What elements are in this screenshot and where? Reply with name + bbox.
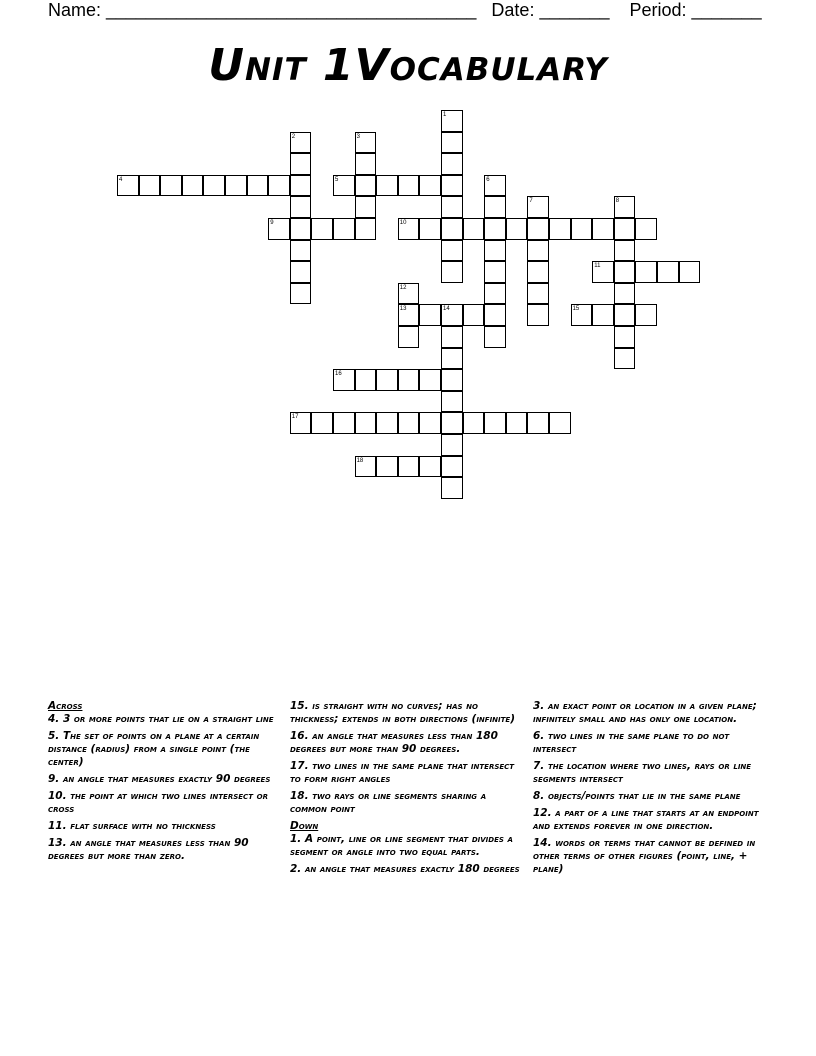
crossword-cell[interactable] <box>441 218 463 240</box>
clue-text: 18. two rays or line segments sharing a common point <box>290 790 487 815</box>
crossword-cell[interactable] <box>290 196 312 218</box>
clue-text: 14. words or terms that cannot be defined in other terms of other figures (point, line, + plane) <box>533 837 756 875</box>
crossword-cell[interactable] <box>592 261 614 283</box>
across-heading: Across <box>48 700 83 712</box>
crossword-cell[interactable] <box>290 261 312 283</box>
crossword-cell[interactable] <box>484 240 506 262</box>
crossword-cell[interactable] <box>441 456 463 478</box>
clues-column-2 <box>290 700 526 880</box>
crossword-cell[interactable] <box>614 304 636 326</box>
crossword-cell[interactable] <box>398 283 420 305</box>
clue-text: 9. an angle that measures exactly 90 degrees <box>48 773 271 785</box>
crossword-cell[interactable] <box>311 218 333 240</box>
crossword-grid <box>0 0 816 520</box>
crossword-cell[interactable] <box>441 391 463 413</box>
crossword-cell[interactable] <box>441 369 463 391</box>
clues-column-1 <box>48 700 280 867</box>
clue-number: 3 <box>356 133 360 140</box>
clue-number: 4 <box>119 176 123 183</box>
clue-number: 1 <box>443 112 447 118</box>
crossword-cell[interactable] <box>355 196 377 218</box>
crossword-cell[interactable] <box>441 304 463 326</box>
crossword-cell[interactable] <box>290 412 312 434</box>
crossword-cell[interactable] <box>355 456 377 478</box>
crossword-cell[interactable] <box>376 412 398 434</box>
crossword-cell[interactable] <box>592 304 614 326</box>
crossword-cell[interactable] <box>355 412 377 434</box>
clue-text: 6. two lines in the same plane to do not intersect <box>533 730 730 755</box>
crossword-cell[interactable] <box>247 175 269 197</box>
crossword-cell[interactable] <box>549 412 571 434</box>
crossword-cell[interactable] <box>311 412 333 434</box>
crossword-cell[interactable] <box>441 434 463 456</box>
crossword-cell[interactable] <box>441 110 463 132</box>
crossword-cell[interactable] <box>635 218 657 240</box>
crossword-cell[interactable] <box>355 132 377 154</box>
crossword-cell[interactable] <box>484 304 506 326</box>
crossword-cell[interactable] <box>441 240 463 262</box>
crossword-cell[interactable] <box>571 304 593 326</box>
crossword-cell[interactable] <box>419 218 441 240</box>
crossword-cell[interactable] <box>139 175 161 197</box>
crossword-cell[interactable] <box>376 175 398 197</box>
clue-number: 15 <box>572 306 580 313</box>
crossword-cell[interactable] <box>635 261 657 283</box>
crossword-cell[interactable] <box>527 283 549 305</box>
page-title: Unit 1Vocabulary <box>208 40 608 91</box>
clue-number: 6 <box>486 176 490 183</box>
clue-number: 8 <box>615 198 620 205</box>
crossword-cell[interactable] <box>614 240 636 262</box>
clue-text: 1. A point, line or line segment that divides a segment or angle into two equal parts. <box>290 833 513 858</box>
crossword-cell[interactable] <box>419 304 441 326</box>
clues-column-3 <box>533 700 769 880</box>
crossword-cell[interactable] <box>484 196 506 218</box>
crossword-cell[interactable] <box>571 218 593 240</box>
crossword-cell[interactable] <box>160 175 182 197</box>
crossword-cell[interactable] <box>441 261 463 283</box>
crossword-cell[interactable] <box>614 283 636 305</box>
crossword-cell[interactable] <box>484 326 506 348</box>
crossword-cell[interactable] <box>398 369 420 391</box>
crossword-cell[interactable] <box>355 369 377 391</box>
crossword-cell[interactable] <box>398 304 420 326</box>
crossword-cell[interactable] <box>441 326 463 348</box>
crossword-cell[interactable] <box>376 456 398 478</box>
crossword-cell[interactable] <box>549 218 571 240</box>
crossword-cell[interactable] <box>527 218 549 240</box>
crossword-cell[interactable] <box>398 175 420 197</box>
crossword-cell[interactable] <box>290 218 312 240</box>
crossword-cell[interactable] <box>484 261 506 283</box>
crossword-cell[interactable] <box>355 153 377 175</box>
crossword-cell[interactable] <box>441 412 463 434</box>
crossword-cell[interactable] <box>527 240 549 262</box>
clue-number: 10 <box>399 220 407 226</box>
crossword-cell[interactable] <box>419 412 441 434</box>
crossword-cell[interactable] <box>527 196 549 218</box>
crossword-cell[interactable] <box>679 261 701 283</box>
crossword-cell[interactable] <box>635 304 657 326</box>
clue-text: 7. the location where two lines, rays or line segments intersect <box>533 760 752 785</box>
clue-text: 4. 3 or more points that lie on a straight line <box>48 713 274 725</box>
crossword-cell[interactable] <box>398 412 420 434</box>
crossword-cell[interactable] <box>355 175 377 197</box>
crossword-cell[interactable] <box>225 175 247 197</box>
crossword-cell[interactable] <box>419 175 441 197</box>
crossword-cell[interactable] <box>333 369 355 391</box>
crossword-cell[interactable] <box>484 175 506 197</box>
down-heading: Down <box>290 820 319 832</box>
crossword-cell[interactable] <box>290 175 312 197</box>
crossword-cell[interactable] <box>592 218 614 240</box>
crossword-cell[interactable] <box>333 175 355 197</box>
crossword-cell[interactable] <box>441 153 463 175</box>
crossword-cell[interactable] <box>463 412 485 434</box>
crossword-cell[interactable] <box>441 196 463 218</box>
clue-number: 12 <box>399 284 407 291</box>
clue-text: 8. objects/points that lie in the same plane <box>533 790 741 802</box>
crossword-cell[interactable] <box>527 261 549 283</box>
clue-text: 13. an angle that measures less than 90 degrees but more than zero. <box>48 837 249 862</box>
crossword-cell[interactable] <box>419 456 441 478</box>
crossword-cell[interactable] <box>290 132 312 154</box>
crossword-cell[interactable] <box>333 412 355 434</box>
clue-text: 3. an exact point or location in a given plane; infinitely small and has only one location. <box>533 700 757 725</box>
clue-number: 7 <box>529 198 533 205</box>
crossword-cell[interactable] <box>290 153 312 175</box>
clue-text: 16. an angle that measures less than 180 degrees but more than 90 degrees. <box>290 730 498 755</box>
crossword-cell[interactable] <box>657 261 679 283</box>
crossword-cell[interactable] <box>484 412 506 434</box>
clue-number: 11 <box>594 263 601 270</box>
crossword-cell[interactable] <box>463 218 485 240</box>
crossword-cell[interactable] <box>117 175 139 197</box>
crossword-cell[interactable] <box>484 283 506 305</box>
crossword-cell[interactable] <box>355 218 377 240</box>
crossword-cell[interactable] <box>376 369 398 391</box>
clue-number: 14 <box>443 306 450 313</box>
clue-text: 10. the point at which two lines intersect or cross <box>48 790 268 815</box>
crossword-cell[interactable] <box>441 477 463 499</box>
crossword-cell[interactable] <box>527 412 549 434</box>
crossword-cell[interactable] <box>398 456 420 478</box>
crossword-cell[interactable] <box>398 326 420 348</box>
crossword-cell[interactable] <box>506 218 528 240</box>
clue-text: 17. two lines in the same plane that intersect to form right angles <box>290 760 515 785</box>
crossword-cell[interactable] <box>441 175 463 197</box>
crossword-cell[interactable] <box>614 218 636 240</box>
crossword-cell[interactable] <box>614 326 636 348</box>
crossword-cell[interactable] <box>614 348 636 370</box>
crossword-cell[interactable] <box>290 240 312 262</box>
clue-number: 9 <box>270 220 274 226</box>
clue-text: 2. an angle that measures exactly 180 degrees <box>290 863 520 875</box>
crossword-cell[interactable] <box>614 196 636 218</box>
crossword-cell[interactable] <box>268 175 290 197</box>
clue-text: 15. is straight with no curves; has no thickness; extends in both directions (infinite) <box>290 700 515 725</box>
crossword-cell[interactable] <box>484 218 506 240</box>
clue-number: 13 <box>399 306 407 313</box>
clue-text: 12. a part of a line that starts at an endpoint and extends forever in one direction. <box>533 807 759 832</box>
crossword-cell[interactable] <box>290 283 312 305</box>
crossword-cell[interactable] <box>268 218 290 240</box>
clue-number: 16 <box>335 371 342 378</box>
crossword-cell[interactable] <box>463 304 485 326</box>
crossword-cell[interactable] <box>333 218 355 240</box>
clue-number: 18 <box>356 457 364 464</box>
crossword-cell[interactable] <box>614 261 636 283</box>
header-fields: Name: _____________________________________ Date: _______ Period: _______ <box>48 0 762 20</box>
crossword-cell[interactable] <box>398 218 420 240</box>
crossword-cell[interactable] <box>506 412 528 434</box>
clue-number: 2 <box>291 133 296 140</box>
crossword-cell[interactable] <box>527 304 549 326</box>
clue-text: 5. The set of points on a plane at a certain distance (radius) from a single point (the center) <box>48 730 260 768</box>
crossword-cell[interactable] <box>203 175 225 197</box>
crossword-cell[interactable] <box>441 348 463 370</box>
clue-number: 5 <box>335 176 339 183</box>
crossword-cell[interactable] <box>441 132 463 154</box>
clue-text: 11. flat surface with no thickness <box>48 820 216 832</box>
crossword-cell[interactable] <box>419 369 441 391</box>
crossword-cell[interactable] <box>182 175 204 197</box>
clue-number: 17 <box>291 414 299 421</box>
